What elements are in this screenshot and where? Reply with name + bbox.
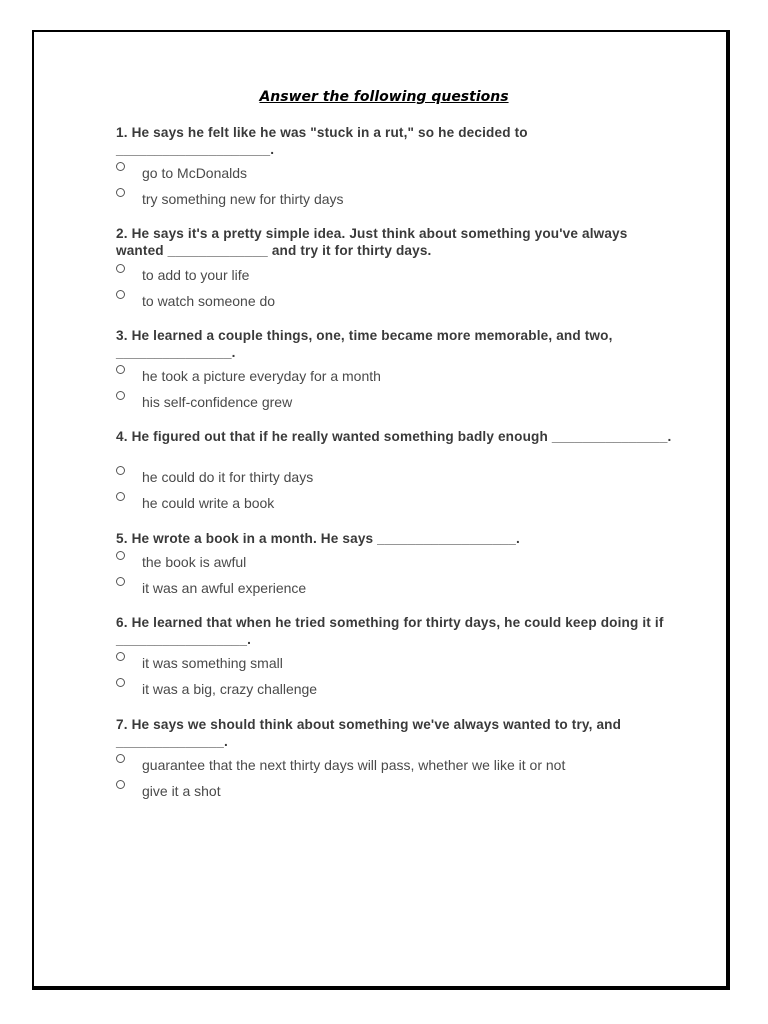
option-label: it was something small xyxy=(142,655,283,671)
option-label: to watch someone do xyxy=(142,293,276,309)
option-label: he took a picture everyday for a month xyxy=(142,368,381,384)
option-label: he could do it for thirty days xyxy=(142,469,314,485)
option-4b[interactable] xyxy=(116,492,676,514)
option-5a[interactable] xyxy=(116,551,676,573)
option-label: to add to your life xyxy=(142,267,250,283)
radio-button-icon[interactable] xyxy=(116,754,125,763)
question-2: 2. He says it's a pretty simple idea. Just think about something you've always wanted _____________ and try it for thirty days. xyxy=(116,226,628,258)
radio-button-icon[interactable] xyxy=(116,162,125,171)
question-4: 4. He figured out that if he really wanted something badly enough _______________. xyxy=(116,429,672,444)
question-3: 3. He learned a couple things, one, time became more memorable, and two, _______________. xyxy=(116,328,613,360)
option-3a[interactable] xyxy=(116,365,676,387)
option-1b[interactable] xyxy=(116,188,676,210)
radio-button-icon[interactable] xyxy=(116,391,125,400)
option-1a[interactable] xyxy=(116,162,676,184)
option-label: it was an awful experience xyxy=(142,580,307,596)
option-label: he could write a book xyxy=(142,495,275,511)
radio-button-icon[interactable] xyxy=(116,492,125,501)
option-7a[interactable] xyxy=(116,754,676,776)
option-2a[interactable] xyxy=(116,264,676,286)
option-label: the book is awful xyxy=(142,554,247,570)
page-title: Answer the following questions xyxy=(259,89,509,105)
radio-button-icon[interactable] xyxy=(116,188,125,197)
question-6: 6. He learned that when he tried something for thirty days, he could keep doing it if _________________. xyxy=(116,615,664,647)
option-4a[interactable] xyxy=(116,466,676,488)
option-label: try something new for thirty days xyxy=(142,191,344,207)
radio-button-icon[interactable] xyxy=(116,551,125,560)
option-6b[interactable] xyxy=(116,678,676,700)
question-5: 5. He wrote a book in a month. He says __________________. xyxy=(116,531,520,546)
option-2b[interactable] xyxy=(116,290,676,312)
radio-button-icon[interactable] xyxy=(116,780,125,789)
radio-button-icon[interactable] xyxy=(116,678,125,687)
option-label: his self-confidence grew xyxy=(142,394,293,410)
radio-button-icon[interactable] xyxy=(116,652,125,661)
question-7: 7. He says we should think about something we've always wanted to try, and ______________. xyxy=(116,717,622,749)
option-3b[interactable] xyxy=(116,391,676,413)
radio-button-icon[interactable] xyxy=(116,290,125,299)
option-label: guarantee that the next thirty days will pass, whether we like it or not xyxy=(142,757,566,773)
radio-button-icon[interactable] xyxy=(116,466,125,475)
option-7b[interactable] xyxy=(116,780,676,802)
option-5b[interactable] xyxy=(116,577,676,599)
radio-button-icon[interactable] xyxy=(116,264,125,273)
radio-button-icon[interactable] xyxy=(116,365,125,374)
option-label: give it a shot xyxy=(142,783,221,799)
radio-button-icon[interactable] xyxy=(116,577,125,586)
option-label: it was a big, crazy challenge xyxy=(142,681,318,697)
option-6a[interactable] xyxy=(116,652,676,674)
option-label: go to McDonalds xyxy=(142,165,248,181)
question-1: 1. He says he felt like he was "stuck in a rut," so he decided to ____________________. xyxy=(116,125,528,157)
